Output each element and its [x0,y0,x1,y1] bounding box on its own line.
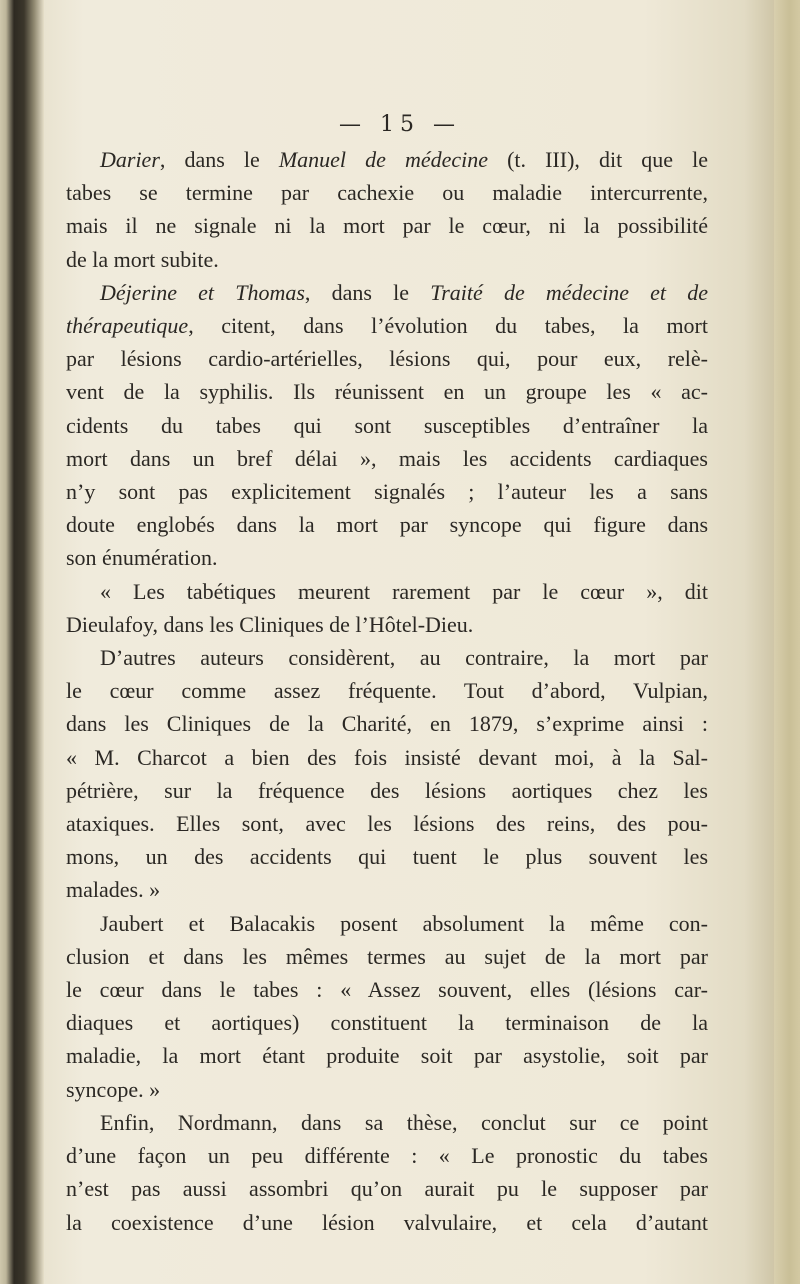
text-line [66,409,708,442]
text-line [66,940,708,973]
text-line [66,442,708,475]
text-segment: mort dans un bref délai », mais les accidents cardiaques [66,445,708,471]
text-line [66,475,708,508]
text-segment: tabes se termine par cachexie ou maladie intercurrente, [66,180,708,206]
text-segment: vent de la syphilis. Ils réunissent en un groupe les « ac- [66,379,708,405]
text-segment: « Les tabétiques meurent rarement par le cœur », dit [100,578,708,604]
text-segment: malades. » [66,877,161,903]
text-segment: n’y sont pas explicitement signalés ; l’auteur les a sans [66,479,708,505]
text-segment: diaques et aortiques) constituent la terminaison de la [66,1010,708,1036]
text-line [66,309,708,342]
text-line [66,1039,708,1072]
italic-text: Déjerine et Thomas [100,279,305,305]
text-segment: par lésions cardio-artérielles, lésions qui, pour eux, relè- [66,346,708,372]
text-segment: (t. III), dit que le [488,147,709,172]
text-line [66,1006,708,1039]
body-text [66,143,708,1239]
text-line [66,243,708,276]
text-line [66,375,708,408]
italic-text: Manuel de médecine [278,147,489,172]
text-line [66,508,708,541]
text-line [66,873,708,906]
text-segment: ataxiques. Elles sont, avec les lésions des reins, des pou- [66,811,708,837]
text-segment: de la mort subite. [66,246,219,272]
text-line [66,276,708,309]
text-line [66,774,708,807]
text-segment: pétrière, sur la fréquence des lésions aortiques chez les [66,777,708,803]
text-segment: son énumération. [66,545,218,571]
text-line [66,176,708,209]
text-line [66,674,708,707]
text-segment: syncope. » [66,1076,161,1102]
text-line [66,1172,708,1205]
text-segment: Enfin, Nordmann, dans sa thèse, conclut sur ce point [100,1109,708,1135]
book-binding-edge [0,0,44,1284]
text-line [66,1139,708,1172]
text-segment: « M. Charcot a bien des fois insisté devant moi, à la Sal- [66,744,708,770]
text-segment: , dans le [304,279,431,305]
text-line [66,1106,708,1139]
text-segment: , citent, dans l’évolution du tabes, la mort [188,313,708,339]
text-line [66,807,708,840]
text-segment: doute englobés dans la mort par syncope qui figure dans [66,512,708,538]
text-segment: n’est pas aussi assombri qu’on aurait pu le supposer par [66,1176,708,1202]
text-line [66,608,708,641]
text-segment: D’autres auteurs considèrent, au contraire, la mort par [100,645,708,671]
text-segment: le cœur comme assez fréquente. Tout d’abord, Vulpian, [66,678,708,704]
text-line [66,143,708,176]
text-line [66,1206,708,1239]
text-line [66,209,708,242]
text-line [66,907,708,940]
italic-text: Darier [100,147,160,172]
page-right-edge [774,0,800,1284]
text-segment: , dans le [159,147,279,172]
text-segment: maladie, la mort étant produite soit par asystolie, soit par [66,1043,708,1069]
text-segment: la coexistence d’une lésion valvulaire, et cela d’autant [66,1209,708,1235]
text-segment: dans les Cliniques de la Charité, en 1879, s’exprime ainsi : [66,711,708,737]
text-segment: mons, un des accidents qui tuent le plus souvent les [66,844,708,870]
text-line [66,641,708,674]
text-line [66,840,708,873]
italic-text: Traité de médecine et de [430,279,709,305]
text-segment: mais il ne signale ni la mort par le cœur, ni la possibilité [66,213,708,239]
text-line [66,1073,708,1106]
text-segment: Jaubert et Balacakis posent absolument la même con- [100,910,708,936]
text-line [66,741,708,774]
italic-text: thérapeutique [66,313,189,339]
text-segment: le cœur dans le tabes : « Assez souvent, elles (lésions car- [66,977,708,1003]
text-line [66,541,708,574]
text-segment: clusion et dans les mêmes termes au sujet de la mort par [66,943,708,969]
text-segment: d’une façon un peu différente : « Le pronostic du tabes [66,1143,708,1169]
text-line [66,575,708,608]
text-line [66,707,708,740]
text-line [66,973,708,1006]
text-line [66,342,708,375]
text-segment: Dieulafoy, dans les Cliniques de l’Hôtel-Dieu. [66,611,474,637]
text-segment: cidents du tabes qui sont susceptibles d’entraîner la [66,412,708,438]
page-number: — 15 — [339,112,461,137]
